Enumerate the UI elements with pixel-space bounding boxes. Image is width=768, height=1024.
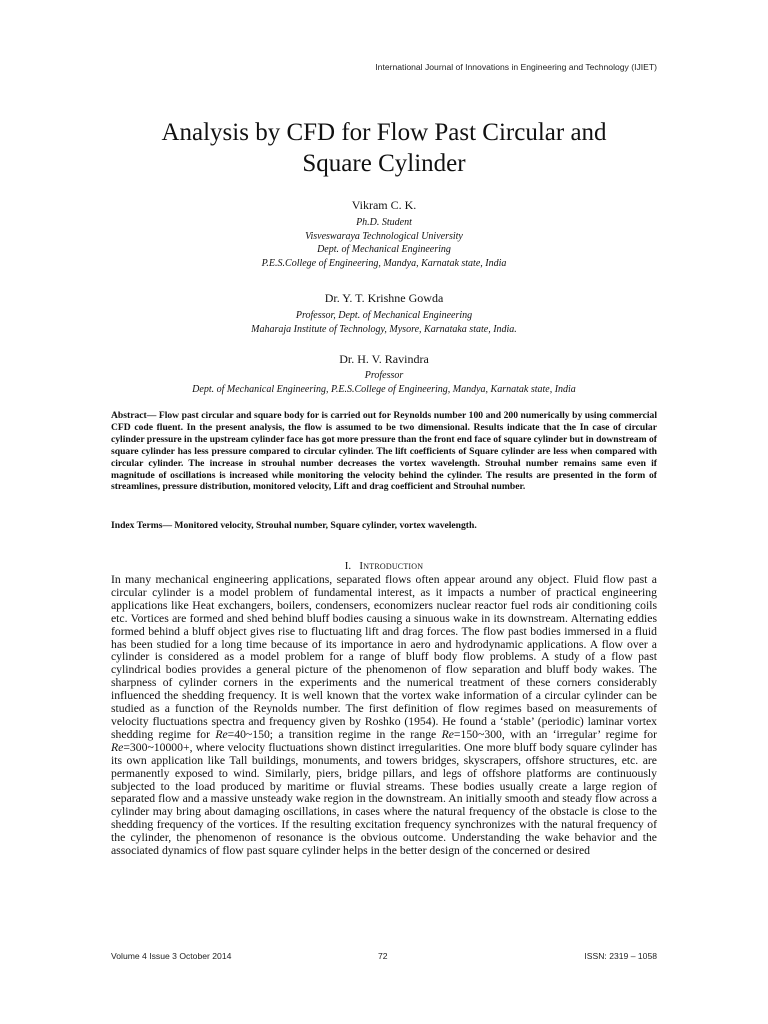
reynolds-symbol: Re [111, 740, 124, 754]
body-paragraph [111, 574, 657, 858]
author-affiliation: Visveswaraya Technological University [305, 230, 463, 242]
reynolds-symbol: Re [441, 727, 454, 741]
paper-title [0, 117, 768, 179]
author-block-3 [0, 351, 768, 396]
author-affiliation: P.E.S.College of Engineering, Mandya, Karnatak state, India [261, 257, 507, 269]
abstract: Abstract— Flow past circular and square body for is carried out for Reynolds number 100 and 200 numerically by using commercial CFD code fluent. In the present analysis, the flow is assumed to be two dimensional. Results indicate that the In case of circular cylinder pressure in the upstream cylinder face has got more pressure than the front end face of square cylinder but in downstream of square cylinder has less pressure compared to circular cylinder. The lift coefficients of Square cylinder are less when compared with circular cylinder. The increase in strouhal number decreases the vortex wavelength. Strouhal number remains same even if magnitude of oscillations is increased while monitoring the velocity behind the cylinder. The results are presented in the form of streamlines, pressure distribution, monitored velocity, Lift and drag coefficient and Strouhal number. [111, 410, 657, 493]
author-name: Vikram C. K. [351, 198, 417, 212]
author-affiliation: Professor [364, 370, 404, 381]
footer-volume: Volume 4 Issue 3 October 2014 [111, 951, 232, 961]
author-block-1 [0, 197, 768, 270]
introduction-text [111, 574, 657, 858]
reynolds-symbol: Re [215, 727, 228, 741]
page-footer [111, 951, 657, 965]
index-terms: Index Terms— Monitored velocity, Strouhal number, Square cylinder, vortex wavelength. [111, 520, 477, 531]
author-block-2 [0, 290, 768, 336]
section-title: Introduction [359, 560, 424, 572]
author-affiliation: Maharaja Institute of Technology, Mysore, Karnataka state, India. [251, 323, 517, 335]
section-heading [0, 560, 768, 572]
body-text-part: =300~10000+, where velocity fluctuations shown distinct irregularities. One more bluff body square cylinder has its own application like Tall buildings, monuments, and towers bridges, skyscrapers, offshore structures, etc. are permanently exposed to wind. Similarly, piers, bridge pillars, and legs of offshore platforms are continuously subjected to the load produced by maritime or fluvial streams. These bodies usually create a large region of separated flow and a massive unsteady wake region in the downstream. An initially smooth and steady flow across a cylinder may bring about damaging oscillations, in cases where the natural frequency of the obstacle is close to the shedding frequency of the vortices. If the resulting excitation frequency synchronizes with the natural frequency of the cylinder, the phenomenon of resonance is the obvious outcome. Understanding the wake behavior and the associated dynamics of flow past square cylinder helps in the better design of the concerned or desired [111, 740, 657, 858]
body-text-part: =150~300, with an ‘irregular’ regime for [453, 727, 658, 741]
footer-issn: ISSN: 2319 – 1058 [584, 951, 657, 961]
paper-title-line-2: Square Cylinder [302, 150, 466, 177]
journal-header: International Journal of Innovations in Engineering and Technology (IJIET) [375, 62, 657, 72]
footer-page-number: 72 [378, 951, 388, 961]
author-name: Dr. Y. T. Krishne Gowda [324, 291, 444, 305]
author-affiliation: Dept. of Mechanical Engineering, P.E.S.College of Engineering, Mandya, Karnatak state, India [192, 383, 576, 395]
body-text-part: In many mechanical engineering applications, separated flows often appear around any object. Fluid flow past a circular cylinder is a model problem of fundamental interest, as it impacts a number of practical engineering applications like Heat exchangers, boilers, condensers, economizers nuclear reactor fuel rods air conditioning coils etc. Vortices are formed and shed behind bluff bodies causing a sinuous wake in its downstream. Alternating eddies formed behind a bluff object gives rise to fluctuating lift and drag forces. The flow past bodies immersed in a fluid has been studied for a long time because of its importance in aero and hydrodynamic applications. A flow over a cylinder is considered as a model problem for a range of bluff body flow problems. A study of a flow past cylindrical bodies provides a general picture of the phenomenon of flow separation and bluff body wakes. The sharpness of cylinder corners in the experiments and the numerical treatment of these corners considerably influenced the shedding frequency. It is well known that the vortex wake information of a circular cylinder can be studied as a function of the Reynolds number. The first definition of flow regimes based on measurements of velocity fluctuations spectra and frequency given by Roshko (1954). He found a ‘stable’ (periodic) laminar vortex shedding regime for [111, 573, 657, 741]
author-name: Dr. H. V. Ravindra [339, 352, 429, 366]
paper-title-line-1: Analysis by CFD for Flow Past Circular and [161, 119, 607, 146]
author-affiliation: Dept. of Mechanical Engineering [317, 244, 451, 255]
author-affiliation: Professor, Dept. of Mechanical Engineering [295, 310, 473, 321]
author-affiliation: Ph.D. Student [356, 217, 412, 228]
body-text-part: =40~150; a transition regime in the range [227, 727, 442, 741]
section-number: I. [344, 560, 352, 572]
